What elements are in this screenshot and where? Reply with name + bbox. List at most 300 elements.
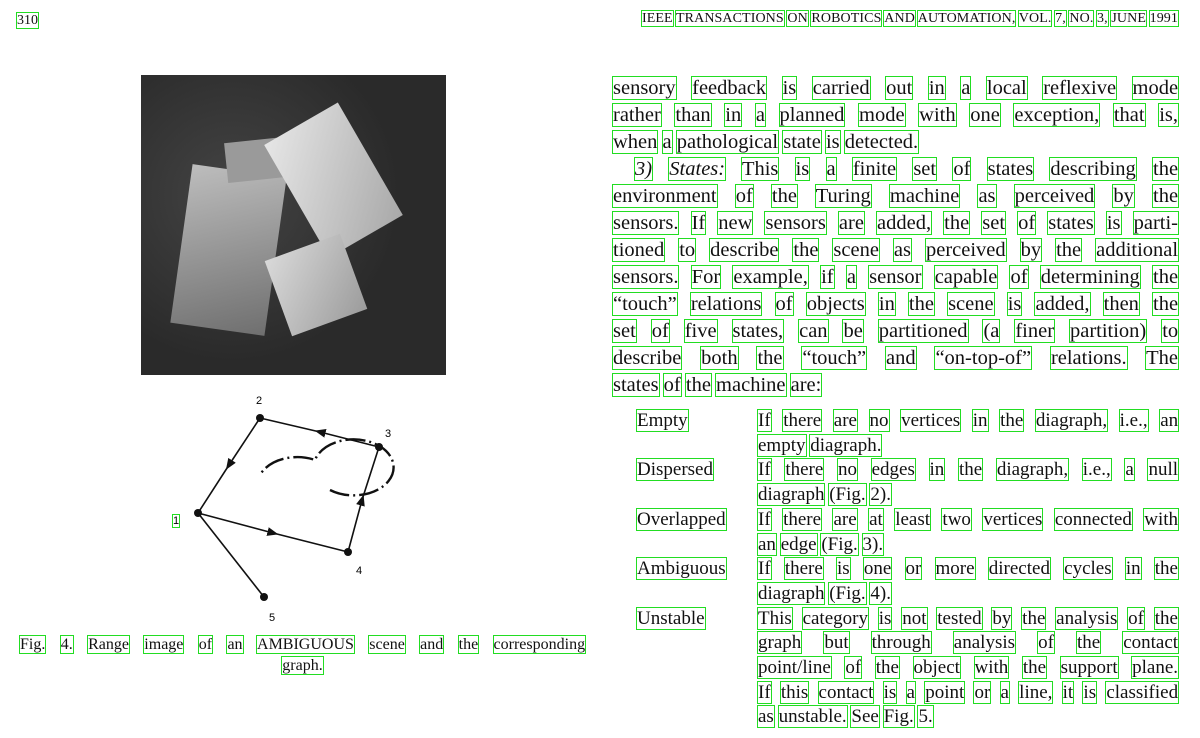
ocr-word: perceived [1014,185,1095,207]
node-2 [256,414,264,422]
ocr-word: is [837,558,850,580]
ocr-word: (Fig. [829,582,866,604]
ocr-word: as [758,706,774,728]
ocr-word: 310 [17,13,38,28]
ocr-word: scene [369,636,405,653]
body-line [613,102,1178,129]
ocr-word: both [701,347,738,369]
definition-term [637,508,726,533]
ocr-word: the [1153,266,1179,288]
ocr-word: 5. [918,706,933,728]
ocr-word: AUTOMATION, [917,11,1016,26]
body-line [613,264,1178,291]
ocr-word: is [795,158,810,180]
node-label-4: 4 [356,565,363,577]
ocr-word: there [783,410,822,431]
ocr-word: are [833,508,857,530]
ocr-word: 1991 [1149,11,1178,26]
ocr-word: i.e., [1082,459,1111,481]
definition-line [758,681,1178,706]
ocr-word: than [675,104,711,126]
ocr-word: through [871,632,931,654]
ocr-word: five [684,320,717,342]
ocr-word: If [758,558,771,580]
ocr-word: environment [613,185,717,207]
ocr-word: Fig. [20,636,46,653]
node-4 [344,548,352,556]
figure-caption [20,634,585,676]
ocr-word: the [1153,293,1179,315]
definition-line [758,557,1178,582]
graph-diagram [150,385,420,630]
object-card [265,234,368,337]
ocr-word: describe [710,239,779,261]
ocr-word: Empty [637,410,688,431]
ocr-word: if [821,266,834,288]
ocr-word: line, [1019,681,1053,703]
ocr-word: but [824,632,849,654]
ocr-word: the [1000,410,1024,431]
definition-line [758,434,1178,459]
ocr-word: of [775,293,793,315]
ocr-word: Ambiguous [637,558,726,580]
ocr-word: JUNE [1111,11,1146,26]
ocr-word: “touch” [802,347,867,369]
ocr-word: perceived [925,239,1006,261]
ocr-word: finer [1015,320,1055,342]
ocr-word: the [875,657,899,679]
definition-item [613,458,1178,507]
ocr-word: out [886,77,913,99]
ocr-word: of [953,158,971,180]
ocr-word: empty [758,434,806,456]
ocr-word: analysis [1056,607,1118,629]
ocr-word: cycles [1064,558,1112,580]
definition-line [758,483,1178,508]
ocr-word: in [972,410,988,431]
ocr-word: mode [859,104,905,126]
ocr-word: is, [1159,104,1178,126]
ocr-word: analysis [953,632,1016,654]
ocr-word: plane. [1132,657,1179,679]
ocr-word: example, [733,266,808,288]
ocr-word: VOL. [1018,11,1052,26]
ocr-word: an [1160,410,1179,431]
ocr-word: local [986,77,1027,99]
ocr-word: (a [983,320,1000,342]
ocr-word: scene [948,293,994,315]
ocr-word: a [1125,459,1134,481]
ocr-word: If [758,508,771,530]
ocr-word: tested [937,607,982,629]
running-head [642,11,1178,27]
edge-3-2 [260,418,379,447]
ocr-word: point [925,681,965,703]
ocr-word: and [885,347,916,369]
ocr-word: state [783,131,821,153]
ocr-word: sensors. [613,266,679,288]
ocr-word: one [863,558,892,580]
definition-item [613,508,1178,557]
ocr-word: pathological [676,131,779,153]
ocr-word: more [935,558,975,580]
ocr-word: in [928,77,945,99]
ocr-word: partition) [1069,320,1147,342]
body-line [613,183,1178,210]
ocr-word: the [1154,558,1178,580]
ocr-word: can [799,320,828,342]
ocr-word: relations [690,293,762,315]
ocr-word: unstable. [778,706,847,728]
definition-item [613,409,1178,458]
definition-line [758,582,1178,607]
ocr-word: edges [871,459,915,481]
ocr-word: tioned [613,239,665,261]
ocr-word: category [802,607,868,629]
ocr-word: partitioned [878,320,968,342]
ocr-word: and [420,636,444,653]
ocr-word: machine [716,374,786,396]
ocr-word: capable [934,266,998,288]
ocr-word: i.e., [1119,410,1148,431]
state-definitions-list [613,409,1178,730]
ocr-word: a [755,104,765,126]
ocr-word: of [845,657,862,679]
ocr-word: 3, [1097,11,1108,26]
ocr-word: is [1106,212,1121,234]
ocr-word: added, [877,212,932,234]
ocr-word: is [883,681,897,703]
ocr-word: this [780,681,809,703]
edge-1-5 [198,513,264,597]
ocr-word: graph. [282,657,323,674]
body-line [613,291,1178,318]
caption-line [20,655,585,676]
ocr-word: objects [806,293,865,315]
body-line [613,129,1178,156]
definition-item [613,607,1178,731]
ocr-word: states [1048,212,1094,234]
ocr-word: This [741,158,779,180]
body-line [613,345,1178,372]
ocr-word: If [758,681,771,703]
ocr-word: is [782,77,797,99]
ocr-word: is [825,131,840,153]
ocr-word: the [1153,158,1179,180]
ocr-word: is [1083,681,1097,703]
ocr-word: describe [613,347,682,369]
edge-2-1 [198,418,260,513]
ocr-word: are [833,410,857,431]
ocr-word: by [992,607,1012,629]
ocr-word: least [895,508,931,530]
ocr-word: the [458,636,479,653]
node-label-2: 2 [256,395,263,407]
node-label-1: 1 [173,515,180,527]
ocr-word: Fig. [883,706,914,728]
object-card [170,164,286,336]
ocr-word: as [893,239,911,261]
ocr-word: with [974,657,1009,679]
ocr-word: corresponding [493,636,586,653]
ocr-word: classified [1106,681,1179,703]
ocr-word: diagraph. [810,434,882,456]
ocr-word: there [785,459,824,481]
node-1 [194,509,202,517]
ocr-word: ROBOTICS [811,11,882,26]
ocr-word: are [838,212,864,234]
ocr-word: no [837,459,857,481]
ocr-word: the [958,459,983,481]
ocr-word: diagraph, [996,459,1069,481]
ocr-word: 7, [1055,11,1066,26]
ocr-word: For [691,266,721,288]
body-line [613,372,1178,399]
ocr-word: AMBIGUOUS [257,636,354,653]
ocr-word: detected. [844,131,919,153]
definition-term [637,557,726,582]
ocr-word: sensor [869,266,922,288]
ocr-word: a [906,681,915,703]
ocr-word: null [1148,459,1179,481]
object-card [264,102,403,257]
node-label-5: 5 [269,612,276,624]
ocr-word: diagraph [758,484,825,506]
ocr-word: an [227,636,243,653]
body-paragraphs [613,75,1178,399]
ocr-word: the [1076,632,1101,654]
ocr-word: finite [852,158,897,180]
ocr-word: of [1018,212,1036,234]
ocr-word: a [961,77,971,99]
ocr-word: the [908,293,934,315]
node-label-3: 3 [385,428,392,440]
ocr-word: exception, [1014,104,1100,126]
definition-line [758,458,1178,483]
edge-1-4 [198,513,348,552]
ocr-word: the [1022,607,1046,629]
ocr-word: connected [1054,508,1132,530]
ocr-word: a [846,266,856,288]
ocr-word: AND [884,11,915,26]
ocr-word: Turing [815,185,871,207]
ocr-word: Overlapped [637,508,726,530]
ocr-word: reflexive [1043,77,1117,99]
ocr-word: If [691,212,706,234]
ocr-word: the [1022,657,1047,679]
ocr-word: the [793,239,819,261]
body-line [613,75,1178,102]
definition-item [613,557,1178,606]
ocr-word: Dispersed [637,459,713,481]
ocr-word: that [1113,104,1145,126]
ocr-word: states, [732,320,784,342]
range-image-photo [141,75,446,375]
caption-line [20,634,585,655]
definition-line [758,656,1178,681]
ocr-word: This [758,607,792,629]
ocr-word: Range [88,636,129,653]
ocr-word: is [1007,293,1022,315]
ocr-word: edge [780,533,817,555]
ocr-word: new [718,212,753,234]
ocr-word: 3) [635,158,653,180]
body-line [613,237,1178,264]
ocr-word: one [970,104,1000,126]
ocr-word: of [663,374,681,396]
ocr-word: the [771,185,797,207]
body-line [613,210,1178,237]
ocr-word: describing [1050,158,1136,180]
ocr-word: there [784,558,823,580]
ocr-word: to [679,239,696,261]
ocr-word: (Fig. [829,484,866,506]
ocr-word: States: [669,158,726,180]
ocr-word: additional [1096,239,1179,261]
ocr-word: directed [988,558,1050,580]
ocr-word: set [982,212,1006,234]
ocr-word: the [757,347,783,369]
node-3 [375,443,383,451]
ocr-word: 4. [60,636,73,653]
ocr-word: point/line [758,657,831,679]
ocr-word: when [613,131,658,153]
ocr-word: of [1010,266,1028,288]
ocr-word: by [1020,239,1042,261]
ocr-word: “touch” [613,293,677,315]
page-number [17,13,38,29]
ocr-word: scene [833,239,879,261]
ocr-word: planned [779,104,845,126]
ocr-word: relations. [1050,347,1127,369]
ocr-word: to [1162,320,1179,342]
ocr-word: 3). [862,533,884,555]
ocr-word: “on-top-of” [935,347,1032,369]
ocr-word: of [198,636,213,653]
ocr-word: in [878,293,895,315]
ocr-word: set [613,320,636,342]
definition-line [758,631,1178,656]
ocr-word: rather [613,104,661,126]
ocr-word: a [1000,681,1009,703]
ocr-word: TRANSACTIONS [676,11,784,26]
definition-line [758,508,1178,533]
ocr-word: of [1128,607,1144,629]
body-line [613,156,1178,183]
cycle-arrow [260,439,394,495]
ocr-word: it [1062,681,1074,703]
ocr-word: contact [1123,632,1179,654]
definition-line [758,409,1178,434]
ocr-word: the [1153,185,1179,207]
ocr-word: (Fig. [821,533,858,555]
ocr-word: NO. [1069,11,1094,26]
ocr-word: is [878,607,892,629]
ocr-word: not [902,607,927,629]
ocr-word: an [758,533,776,555]
ocr-word: See [851,706,879,728]
ocr-word: diagraph, [1035,410,1108,431]
ocr-word: image [144,636,184,653]
ocr-word: parti- [1133,212,1178,234]
ocr-word: two [942,508,971,530]
ocr-word: object [913,657,960,679]
ocr-word: sensors. [613,212,679,234]
ocr-word: with [1144,508,1179,530]
ocr-word: contact [818,681,874,703]
ocr-word: in [929,459,945,481]
ocr-word: IEEE [641,11,673,26]
definition-term [637,458,713,483]
definition-term [637,607,705,632]
ocr-word: there [783,508,822,530]
ocr-word: by [1113,185,1134,207]
ocr-word: or [905,558,922,580]
ocr-word: the [1056,239,1082,261]
ocr-word: mode [1132,77,1179,99]
ocr-word: If [758,459,771,481]
ocr-word: a [826,158,836,180]
ocr-word: support [1060,657,1118,679]
ocr-word: of [735,185,753,207]
definition-line [758,533,1178,558]
ocr-word: determining [1040,266,1140,288]
ocr-word: no [869,410,889,431]
ocr-word: with [919,104,956,126]
ocr-word: then [1103,293,1139,315]
ocr-word: of [651,320,669,342]
ocr-word: vertices [901,410,961,431]
ocr-word: are: [790,374,822,396]
ocr-word: as [978,185,996,207]
ocr-word: carried [812,77,870,99]
node-5 [260,593,268,601]
ocr-word: If [758,410,771,431]
ocr-word: sensors [765,212,826,234]
ocr-word: added, [1035,293,1090,315]
ocr-word: at [869,508,883,530]
ocr-word: the [1154,607,1178,629]
ocr-word: a [662,131,672,153]
ocr-word: graph [758,632,802,654]
ocr-word: the [944,212,970,234]
edge-4-3 [348,447,379,552]
ocr-word: 4). [870,582,891,604]
body-line [613,318,1178,345]
ocr-word: vertices [983,508,1043,530]
definition-line [758,607,1178,632]
ocr-word: the [685,374,711,396]
ocr-word: in [1125,558,1141,580]
ocr-word: set [913,158,937,180]
ocr-word: diagraph [758,582,825,604]
ocr-word: The [1146,347,1179,369]
ocr-word: in [725,104,742,126]
ocr-word: feedback [692,77,767,99]
ocr-word: or [974,681,991,703]
ocr-word: Unstable [637,607,705,629]
ocr-word: ON [787,11,808,26]
ocr-word: machine [889,185,960,207]
ocr-word: 2). [870,484,891,506]
ocr-word: sensory [613,77,676,99]
ocr-word: states [987,158,1034,180]
ocr-word: be [843,320,863,342]
definition-line [758,705,1178,730]
ocr-word: states [613,374,659,396]
ocr-word: of [1038,632,1054,654]
definition-term [637,409,688,434]
